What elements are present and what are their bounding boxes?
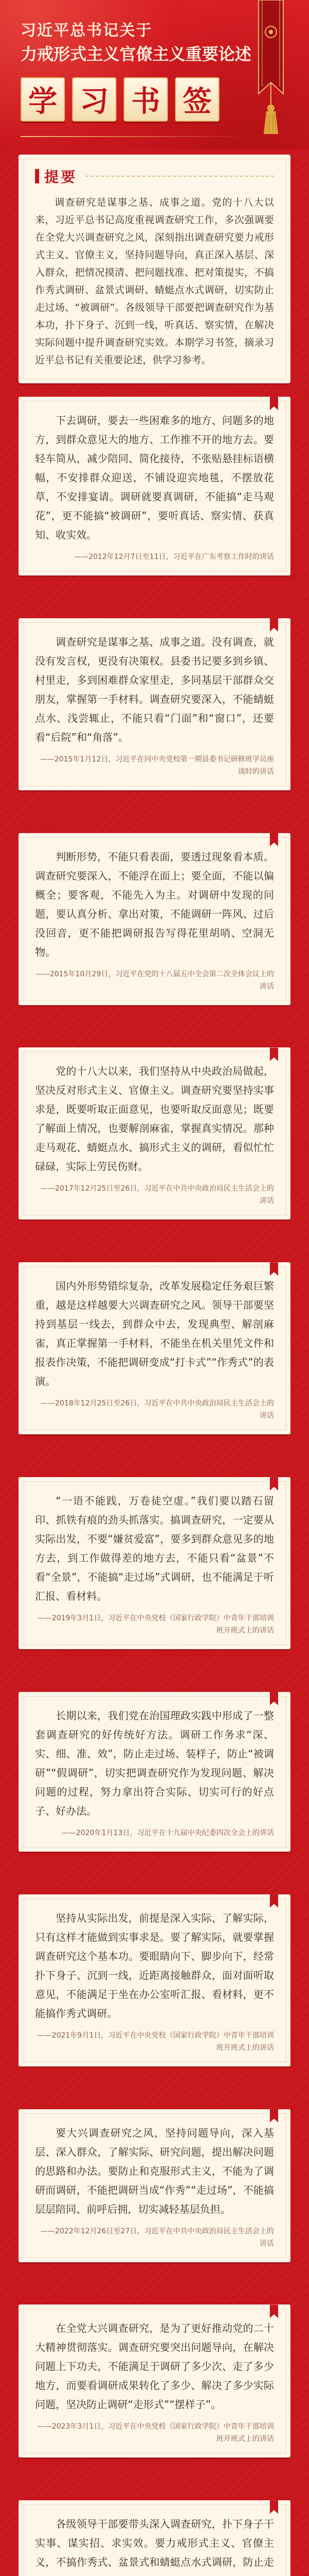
quote-source: ——2018年12月25日至26日，习近平在中共中央政治局民主生活会上的讲话 (40, 1399, 274, 1420)
title-line-1: 习近平总书记关于 (21, 22, 152, 40)
quote-card (19, 1894, 290, 2066)
quote-text: 国内外形势错综复杂，改革发展稳定任务艰巨繁重，越是这样越要大兴调查研究之风。领导干部要坚持到基层一线去，到群众中去，发现典型、解剖麻雀，真正掌握第一手材料，不能坐在机关里凭文件和报表作决策，不能把调研变成“打卡式”“作秀式”的表演。 (35, 1280, 274, 1388)
quote-text: 下去调研，要去一些困难多的地方、问题多的地方，到群众意见大的地方、工作推不开的地方去。要轻车简从，减少陪同、简化接待，不张贴悬挂标语横幅，不安排群众迎送，不铺设迎宾地毯，不摆放花草，不安排宴请。调研就要真调研，不能搞“走马观花”，更不能搞“被调研”，要听真话、察实情、获真知、收实效。 (35, 414, 274, 541)
quote-card (19, 2500, 290, 2576)
bookmark-ribbon-icon (270, 1692, 278, 1705)
summary-label (35, 166, 274, 187)
label-divider (85, 176, 274, 177)
quote-text: 坚持从实际出发，前提是深入实际、了解实际，只有这样才能做到实事求是。要了解实际，就要掌握调查研究这个基本功。要眼睛向下、脚步向下，经常扑下身子、沉到一线，近距离接触群众，面对面听取意见，不能满足于坐在办公室听汇报、看材料，更不能搞作秀式调研。 (35, 1911, 274, 2020)
quote-source: ——2021年9月1日，习近平在中央党校（国家行政学院）中青年干部培训班开班式上的讲话 (37, 2031, 274, 2052)
quote-text: 判断形势，不能只看表面，要透过现象看本质。调查研究要深入，不能浮在面上；要全面，不能以偏概全；要客观，不能先入为主。对调研中发现的问题，要认真分析、拿出对策，不能调研一阵风、过后没回音，更不能把调研报告写得花里胡哨、空洞无物。 (35, 850, 274, 958)
bookmark-ribbon-icon (270, 618, 278, 632)
bookmark-char-box: 书 (124, 77, 168, 122)
quote-source: ——2015年1月12日，习近平在同中央党校第一期县委书记研修班学员座谈时的讲话 (40, 755, 274, 776)
quote-card (19, 2304, 290, 2458)
quote-source: ——2017年12月25日至26日，习近平在中共中央政治局民主生活会上的讲话 (40, 1184, 274, 1206)
quote-text: 在全党大兴调查研究，是为了更好推动党的二十大精神贯彻落实。调查研究要突出问题导向，在解决问题上下功夫，不能满足于调研了多少次、走了多少地方，而要看调研成果转化了多少、解决了多少实际问题，坚决防止调研“走形式”“摆样子”。 (35, 2322, 274, 2411)
quote-list (0, 383, 309, 2576)
page-header (0, 0, 309, 149)
quote-card (19, 1047, 290, 1219)
quote-card (19, 1262, 290, 1434)
quote-source: ——2015年10月29日，习近平在党的十八届五中全会第二次全体会议上的讲话 (35, 970, 274, 991)
quote-text: “一语不能践，万卷徒空虚。”我们要以踏石留印、抓铁有痕的劲头抓落实。搞调查研究，一定要从实际出发，不要“嫌贫爱富”，要多到群众意见多的地方去，到工作做得差的地方去，不能只看“盆景”不看“全景”，不能搞“走过场”式调研，也不能满足于听汇报、看材料。 (35, 1495, 274, 1603)
quote-text: 长期以来，我们党在治国理政实践中形成了一整套调查研究的好传统好方法。调研工作务求“深、实、细、准、效”，防止走过场、装样子，防止“被调研”“假调研”，切实把调查研究作为发现问题、解决问题的过程，努力拿出符合实际、切实可行的好点子、好办法。 (35, 1709, 274, 1817)
quote-text: 党的十八大以来，我们坚持从中央政治局做起，坚决反对形式主义、官僚主义。调查研究要坚持实事求是，既要听取正面意见，也要听取反面意见；既要了解面上情况，也要解剖麻雀，掌握真实情况。那种走马观花、蜻蜓点水、搞形式主义的调研，看似忙忙碌碌，实际上劳民伤财。 (35, 1065, 274, 1173)
quote-source: ——2019年3月1日，习近平在中央党校（国家行政学院）中青年干部培训班开班式上的讲话 (37, 1614, 274, 1635)
quote-card (19, 618, 290, 790)
quote-text: 各级领导干部要带头深入调查研究，扑下身子干实事、谋实招、求实效。要力戒形式主义、官僚主义，不搞作秀式、盆景式和蜻蜓点水式调研，防止走 (35, 2518, 274, 2569)
quote-text: 要大兴调查研究之风，坚持问题导向，深入基层、深入群众，了解实际、研究问题，提出解决问题的思路和办法。要防止和克服形式主义，不能为了调研而调研，不能把调研当成“作秀”“走过场”，不能搞层层陪同、前呼后拥，切实减轻基层负担。 (35, 2126, 274, 2215)
bookmark-ribbon-icon (270, 2304, 278, 2318)
quote-card (19, 1477, 290, 1649)
label-mark-icon (35, 169, 39, 183)
bookmark-char-box: 签 (175, 77, 219, 122)
summary-text: 调查研究是谋事之基、成事之道。党的十八大以来，习近平总书记高度重视调查研究工作，多次强调要在全党大兴调查研究之风，深刻指出调查研究要力戒形式主义、官僚主义，坚持问题导向，真正深入基层、深入群众，把情况摸清、把问题找准、把对策提实，不搞作秀式调研、盆景式调研、蜻蜓点水式调研，切实防止走过场、“被调研”。各级领导干部要把调查研究作为基本功，扑下身子、沉到一线，听真话、察实情，在解决实际问题中提升调查研究实效。本期学习书签，摘录习近平总书记有关重要论述，供学习参考。 (35, 197, 274, 366)
quote-card (19, 1692, 290, 1852)
bookmark-ribbon-icon (270, 2109, 278, 2123)
quote-card (19, 833, 290, 1005)
quote-source: ——2012年12月7日至11日，习近平在广东考察工作时的讲话 (74, 553, 274, 561)
summary-card (19, 155, 290, 383)
bookmark-ribbon-icon (270, 2500, 278, 2514)
bookmark-title-row (21, 77, 219, 122)
header-divider (21, 136, 247, 137)
bookmark-ribbon-icon (270, 1262, 278, 1276)
summary-label-text: 提要 (44, 168, 78, 185)
bookmark-tassel-icon (253, 0, 289, 135)
quote-source: ——2020年1月13日，习近平在十九届中央纪委四次全会上的讲话 (61, 1828, 274, 1837)
title-line-2: 力戒形式主义官僚主义重要论述 (21, 44, 252, 64)
bookmark-ribbon-icon (270, 1894, 278, 1908)
quote-card (19, 397, 290, 575)
bookmark-ribbon-icon (270, 1047, 278, 1061)
bookmark-ribbon-icon (270, 1477, 278, 1490)
bookmark-char-box: 习 (72, 77, 116, 122)
quote-source: ——2022年12月26日至27日，习近平在中共中央政治局民主生活会上的讲话 (40, 2227, 274, 2248)
quote-source: ——2023年3月1日，习近平在中央党校（国家行政学院）中青年干部培训班开班式上的讲话 (37, 2422, 274, 2444)
quote-text: 调查研究是谋事之基、成事之道。没有调查，就没有发言权，更没有决策权。县委书记要多到乡镇、村里走，多到困难群众家里走，多同基层干部群众交朋友，掌握第一手材料。调查研究要深入，不能蜻蜓点水、浅尝辄止，不能只看“门面”和“窗口”，还要看“后院”和“角落”。 (35, 635, 274, 743)
bookmark-ribbon-icon (270, 833, 278, 846)
quote-card (19, 2109, 290, 2262)
bookmark-char-box: 学 (21, 77, 65, 122)
bookmark-ribbon-icon (270, 397, 278, 410)
